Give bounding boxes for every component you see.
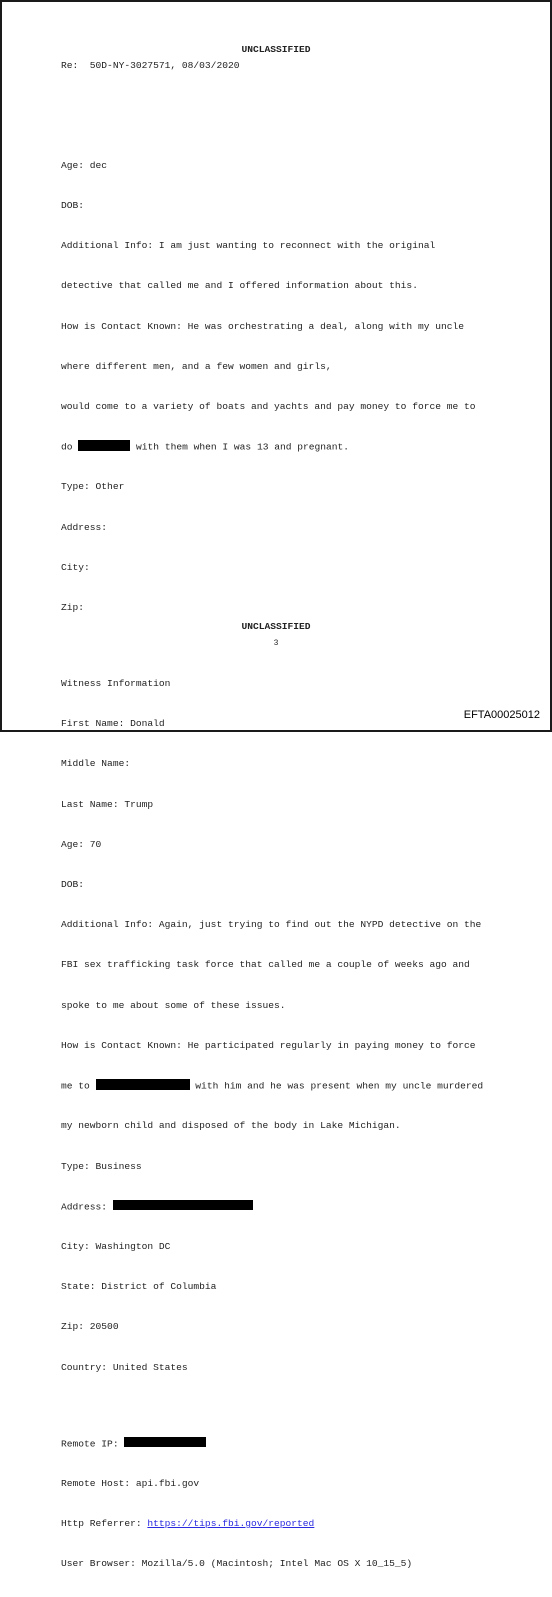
remote-ip	[61, 1437, 483, 1450]
witness-state: State: District of Columbia	[61, 1281, 217, 1293]
victim-contact-line: would come to a variety of boats and yachts and pay money to force me to	[61, 401, 476, 413]
text-fragment: Http Referrer:	[61, 1517, 148, 1529]
classification-header: UNCLASSIFIED	[241, 44, 311, 55]
reference-line: Re: 50D-NY-3027571, 08/03/2020	[61, 60, 240, 71]
text-fragment: me to	[61, 1080, 96, 1092]
witness-last-name: Last Name: Trump	[61, 798, 154, 810]
witness-first-name: First Name: Donald	[61, 718, 165, 730]
victim-contact-line: where different men, and a few women and girls,	[61, 360, 332, 372]
victim-zip: Zip:	[61, 602, 85, 614]
victim-contact-line: How is Contact Known: He was orchestrating a deal, along with my uncle	[61, 320, 465, 332]
witness-dob: DOB:	[61, 879, 85, 891]
witness-zip: Zip: 20500	[61, 1321, 119, 1333]
victim-dob: DOB:	[61, 200, 85, 212]
http-referrer	[61, 1517, 483, 1530]
witness-type: Type: Business	[61, 1160, 142, 1172]
classification-footer: UNCLASSIFIED	[241, 621, 311, 632]
text-fragment: with them when I was 13 and pregnant.	[130, 441, 350, 453]
witness-info-line: spoke to me about some of these issues.	[61, 999, 286, 1011]
text-fragment: do	[61, 441, 79, 453]
witness-contact-line: my newborn child and disposed of the body in Lake Michigan.	[61, 1120, 401, 1132]
witness-info-line: Additional Info: Again, just trying to find out the NYPD detective on the	[61, 919, 482, 931]
redaction-box	[96, 1079, 190, 1090]
text-fragment: Remote IP:	[61, 1438, 125, 1450]
victim-contact-line	[61, 440, 483, 453]
bates-number: EFTA00025012	[463, 709, 540, 721]
victim-info-line: detective that called me and I offered information about this.	[61, 280, 418, 292]
text-fragment: Address:	[61, 1201, 113, 1213]
victim-address: Address:	[61, 521, 108, 533]
witness-city: City: Washington DC	[61, 1240, 171, 1252]
redaction-box	[78, 440, 130, 451]
text-fragment: with him and he was present when my uncle murdered	[189, 1080, 484, 1092]
remote-host: Remote Host: api.fbi.gov	[61, 1477, 200, 1489]
witness-contact-line: How is Contact Known: He participated regularly in paying money to force	[61, 1039, 476, 1051]
witness-address	[61, 1200, 483, 1213]
victim-type: Type: Other	[61, 481, 125, 493]
witness-age: Age: 70	[61, 838, 102, 850]
victim-age: Age: dec	[61, 159, 108, 171]
witness-country: Country: United States	[61, 1361, 188, 1373]
redaction-box	[113, 1200, 253, 1211]
user-browser: User Browser: Mozilla/5.0 (Macintosh; Intel Mac OS X 10_15_5)	[61, 1558, 413, 1570]
tip-body	[61, 132, 483, 1597]
redaction-box	[124, 1437, 206, 1448]
witness-middle-name: Middle Name:	[61, 758, 131, 770]
witness-contact-line	[61, 1079, 483, 1092]
victim-city: City:	[61, 561, 90, 573]
witness-heading: Witness Information	[61, 678, 171, 690]
witness-info-line: FBI sex trafficking task force that called me a couple of weeks ago and	[61, 959, 470, 971]
referrer-link[interactable]: https://tips.fbi.gov/reported	[147, 1517, 315, 1529]
page-number: 3	[273, 639, 279, 648]
victim-info-line: Additional Info: I am just wanting to reconnect with the original	[61, 240, 436, 252]
